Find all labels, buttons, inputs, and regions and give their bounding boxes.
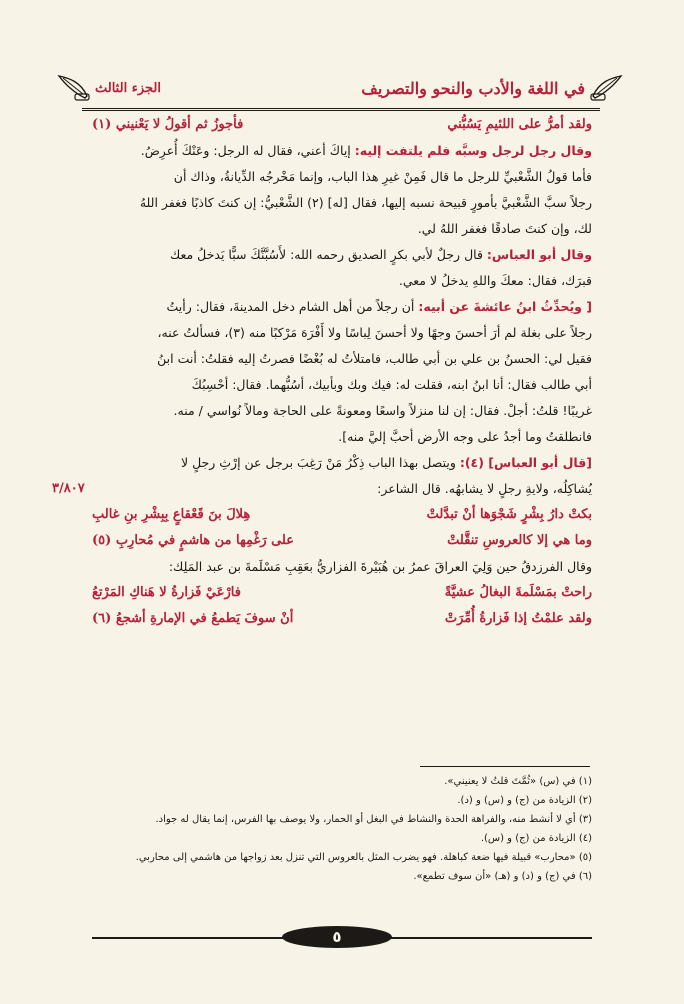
text-line: [92, 190, 592, 216]
header-rule: [82, 108, 600, 111]
hemistich-first: ولقد أمرُّ على اللئيمِ يَسُبُّني: [447, 117, 592, 132]
speaker-lead: وقال رجل لرجل وسبَّه فلم يلتفت إليه:: [354, 143, 592, 158]
line-text: رجلاً على بغلة لم أرَ أحسنَ وجهًا ولا أحسنَ لِباسًا ولا أَفْرَهَ مَرْكبًا منه (٣)، فسألتُ عنه،: [157, 325, 592, 340]
line-text: ويتصل بهذا الباب ذِكْرُ مَنْ رَغِبَ برجل عن إرْثِ رجلٍ لا: [180, 455, 460, 470]
volume-label: الجزء الثالث: [95, 80, 161, 96]
quill-scroll-icon: [589, 72, 625, 102]
line-text: لك، وإن كنتَ صادقًا فغفر اللهُ لي.: [417, 221, 592, 236]
footnote-separator: [420, 766, 590, 767]
text-line: [92, 398, 592, 424]
page-number: ٥: [282, 926, 392, 948]
line-text: فانطلقتُ وما أجدُ على وجه الأرض أحبَّ إليَّ منه].: [338, 429, 592, 444]
hemistich-second: أنْ سوفَ يَطمعُ في الإمارةِ أشجعُ (٦): [92, 611, 294, 626]
main-text: [92, 112, 592, 632]
text-line: [92, 216, 592, 242]
poem-verse: [92, 580, 592, 606]
text-line: [92, 554, 592, 580]
footnote: (٦) في (ج) و (د) و (هـ) «أن سوف تطمع».: [413, 871, 592, 882]
footnote: (٣) أي لا أنشط منه، والفراهة الحدة والنشاط في البغل أو الحمار، ولا يوصف بها الفرس، إنما يقال له جواد.: [155, 814, 592, 825]
poem-verse: [92, 606, 592, 632]
line-text: قال رجلٌ لأبي بكرٍ الصديق رحمه الله: لأَسُبَّنَّكَ سبًّا يَدخلُ معك: [169, 247, 487, 262]
hemistich-second: فأجوزُ ثم أقولُ لا يَعْنيني (١): [92, 117, 244, 132]
poem-verse: [92, 528, 592, 554]
line-text: غريبًا! قلتُ: أجلْ. فقال: إن لنا منزلاً واسعًا ومعونةً على الحاجة ومالاً نُواسي / منه.: [173, 403, 592, 418]
text-line: [92, 476, 592, 502]
line-text: إياكَ أعني، فقال له الرجل: وعَنْكَ أُعرِضُ.: [140, 143, 355, 158]
text-line: [92, 268, 592, 294]
speaker-lead: وقال أبو العباس:: [486, 247, 592, 262]
footnote: (٥) «محارب» قبيلة فيها ضعة كباهلة. فهو يضرب المثل بالعروس التي تنزل بعد زواجها من هاشمي إلى محاربي.: [135, 852, 592, 863]
text-line: [92, 164, 592, 190]
footnote: (٢) الزيادة من (ج) و (س) و (د).: [457, 795, 592, 806]
hemistich-second: على رَغْمِها من هاشمٍ في مُحارِبِ (٥): [92, 533, 294, 548]
text-line: [92, 320, 592, 346]
line-text: رجلاً سبَّ الشَّعْبيَّ بأمورٍ قبيحة نسبه إليها، فقال [له] (٢) الشَّعْبيُّ: إن كنتَ كاذبًا فغفر اللهُ: [139, 195, 592, 210]
hemistich-second: هِلالَ بنَ قَعْقاعٍ بِبِشْرِ بنِ غالبِ: [92, 507, 251, 522]
hemistich-first: وما هي إلا كالعروسِ تنقَّلتْ: [447, 533, 592, 548]
quill-scroll-icon: [55, 72, 91, 102]
footnotes: [92, 772, 592, 886]
running-header: [95, 68, 585, 108]
poem-verse: [92, 502, 592, 528]
book-title: في اللغة والأدب والنحو والتصريف: [361, 78, 585, 98]
speaker-lead: [قال أبو العباس] (٤):: [459, 455, 592, 470]
text-line: [92, 346, 592, 372]
line-text: وقال الفرزدقُ حين وَلِيَ العراقَ عمرُ بن هُبَيْرةَ الفزاريُّ بعَقِبِ مَسْلَمةَ بن عبد المَلِك:: [168, 559, 592, 574]
line-text: أبي طالب فقال: أنا ابنُ ابنه، فقلت له: فيك وبك وبأبيك، أسُبُّهما. فقال: أحْسِبُكَ: [191, 377, 592, 392]
hemistich-first: راحتْ بمَسْلَمةَ البغالُ عشيَّةً: [444, 585, 592, 600]
hemistich-second: فارْعَيْ فَزارةُ لا هَناكِ المَرْتعُ: [92, 585, 241, 600]
line-text: يُشاكِلُه، ولايةِ رجلٍ لا يشابهُه. قال الشاعر:: [377, 481, 592, 496]
hemistich-first: بكتْ دارُ بِشْرٍ شَجْوَها أنْ تبدَّلتْ: [426, 507, 592, 522]
hemistich-first: ولقد علمْتُ إذا فَزارةُ أُمِّرَتْ: [444, 611, 592, 626]
line-text: فأما قولُ الشَّعْبيِّ للرجل ما قال فَمِنْ غيرِ هذا الباب، وإنما مَخْرجُه الدِّيانةُ، وذاك أن: [173, 169, 592, 184]
page-number-bar: [92, 926, 592, 950]
text-line: [92, 242, 592, 268]
text-line: [92, 424, 592, 450]
poem-verse: [92, 112, 592, 138]
margin-reference: ٣/٨٠٧: [52, 481, 85, 496]
text-line: [92, 294, 592, 320]
line-text: قبرَك، فقال: معكَ واللهِ يدخلُ لا معي.: [398, 273, 592, 288]
text-line: [92, 450, 592, 476]
speaker-lead: [ ويُحدِّثُ ابنُ عائشةَ عن أبيه:: [418, 299, 592, 314]
footnote: (٤) الزيادة من (ج) و (س).: [480, 833, 592, 844]
text-line: [92, 138, 592, 164]
footnote: (١) في (س) «ثُمَّتَ قلتُ لا يعنيني».: [444, 776, 592, 787]
line-text: أن رجلاً من أهل الشام دخل المدينةَ، فقال: رأيتُ: [166, 299, 419, 314]
line-text: فقيل لي: الحسنُ بن علي بن أبي طالب، فامتلأتُ له بُغْضًا فصرتُ إليه فقلتُ: أنت ابنُ: [157, 351, 592, 366]
text-line: [92, 372, 592, 398]
